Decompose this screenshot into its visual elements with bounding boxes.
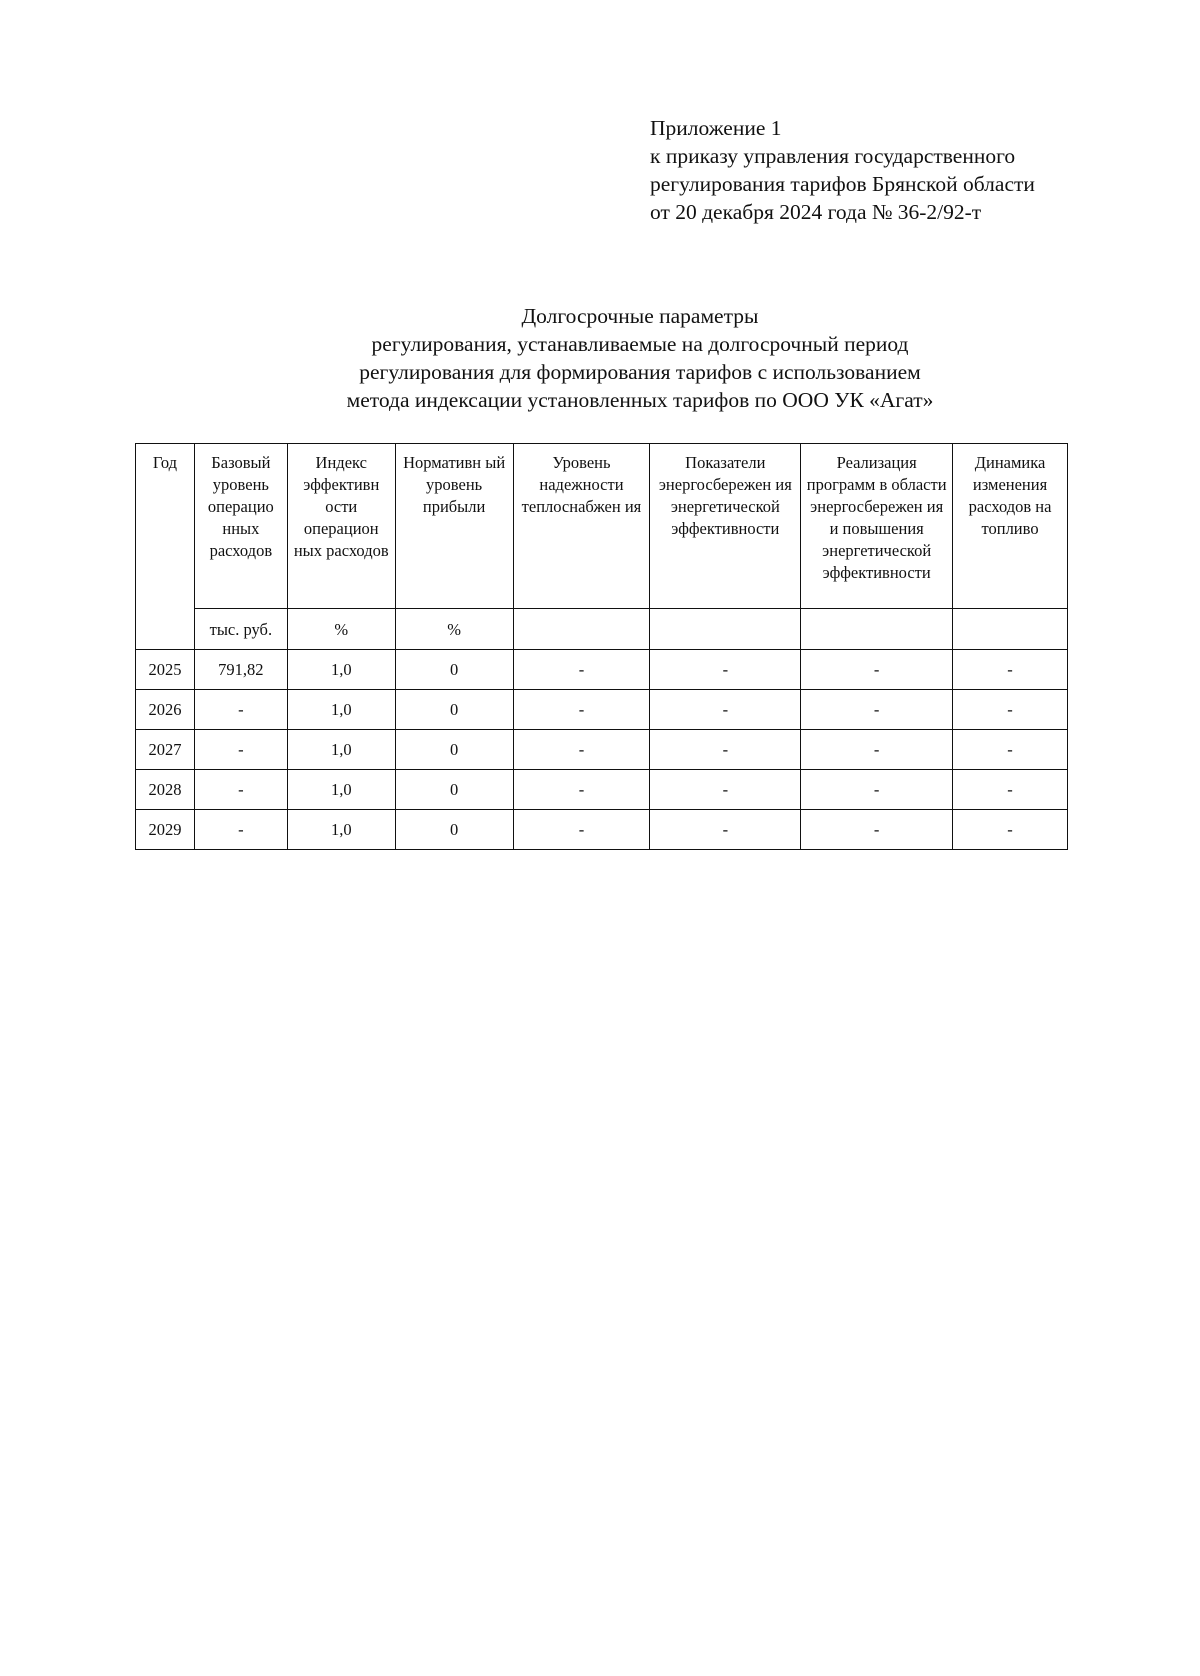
unit-cell (513, 609, 650, 650)
table-cell: - (650, 810, 801, 850)
table-cell: - (650, 650, 801, 690)
table-cell: 1,0 (287, 770, 395, 810)
year-cell: 2025 (136, 650, 195, 690)
table-cell: - (513, 770, 650, 810)
unit-cell (801, 609, 953, 650)
table-row (136, 770, 1068, 810)
table-cell: - (194, 810, 287, 850)
table-cell: - (953, 770, 1068, 810)
title-line-4: метода индексации установленных тарифов по ООО УК «Агат» (346, 388, 934, 412)
table-cell: 1,0 (287, 730, 395, 770)
table-row (136, 810, 1068, 850)
header-row (136, 444, 1068, 609)
year-cell: 2028 (136, 770, 195, 810)
unit-cell (650, 609, 801, 650)
table-cell: 1,0 (287, 650, 395, 690)
appendix-date-line: от 20 декабря 2024 года № 36-2/92-т (650, 200, 982, 224)
table-cell: 1,0 (287, 810, 395, 850)
document-title (200, 302, 1080, 414)
header-energy-saving: Показатели энергосбережен ия энергетической эффективности (650, 444, 801, 609)
parameters-table (135, 443, 1068, 850)
unit-cell: % (395, 609, 513, 650)
header-efficiency-index: Индекс эффективн ости операцион ных расходов (287, 444, 395, 609)
table-cell: - (194, 730, 287, 770)
table-row (136, 690, 1068, 730)
table-cell: 0 (395, 810, 513, 850)
table-cell: - (953, 650, 1068, 690)
table-cell: 1,0 (287, 690, 395, 730)
table-cell: 791,82 (194, 650, 287, 690)
units-row (136, 609, 1068, 650)
header-year: Год (136, 444, 195, 650)
table-cell: - (801, 810, 953, 850)
header-base-opex: Базовый уровень операцио нных расходов (194, 444, 287, 609)
appendix-authority-line: регулирования тарифов Брянской области (650, 172, 1035, 196)
table-cell: - (953, 730, 1068, 770)
table-cell: - (194, 770, 287, 810)
table-cell: 0 (395, 650, 513, 690)
table-row (136, 650, 1068, 690)
appendix-order-line: к приказу управления государственного (650, 144, 1016, 168)
unit-cell: тыс. руб. (194, 609, 287, 650)
header-profit-level: Нормативн ый уровень прибыли (395, 444, 513, 609)
title-line-2: регулирования, устанавливаемые на долгосрочный период (371, 332, 909, 356)
table-cell: - (650, 690, 801, 730)
table-cell: - (953, 810, 1068, 850)
table-cell: - (650, 770, 801, 810)
table-cell: - (801, 690, 953, 730)
table-cell: - (513, 810, 650, 850)
table-cell: - (801, 650, 953, 690)
table-cell: 0 (395, 730, 513, 770)
title-line-3: регулирования для формирования тарифов с использованием (359, 360, 921, 384)
appendix-reference (650, 114, 1035, 226)
table-cell: - (801, 770, 953, 810)
table-cell: - (953, 690, 1068, 730)
table-cell: - (801, 730, 953, 770)
unit-cell (953, 609, 1068, 650)
table-cell: - (513, 730, 650, 770)
table-cell: - (194, 690, 287, 730)
title-line-1: Долгосрочные параметры (521, 304, 759, 328)
year-cell: 2027 (136, 730, 195, 770)
table-cell: 0 (395, 690, 513, 730)
table-cell: - (650, 730, 801, 770)
header-reliability: Уровень надежности теплоснабжен ия (513, 444, 650, 609)
header-fuel-dynamics: Динамика изменения расходов на топливо (953, 444, 1068, 609)
appendix-number: Приложение 1 (650, 116, 782, 140)
table-cell: 0 (395, 770, 513, 810)
header-programs: Реализация программ в области энергосбережен ия и повышения энергетической эффективности (801, 444, 953, 609)
table-row (136, 730, 1068, 770)
year-cell: 2029 (136, 810, 195, 850)
table-cell: - (513, 690, 650, 730)
year-cell: 2026 (136, 690, 195, 730)
table-cell: - (513, 650, 650, 690)
unit-cell: % (287, 609, 395, 650)
